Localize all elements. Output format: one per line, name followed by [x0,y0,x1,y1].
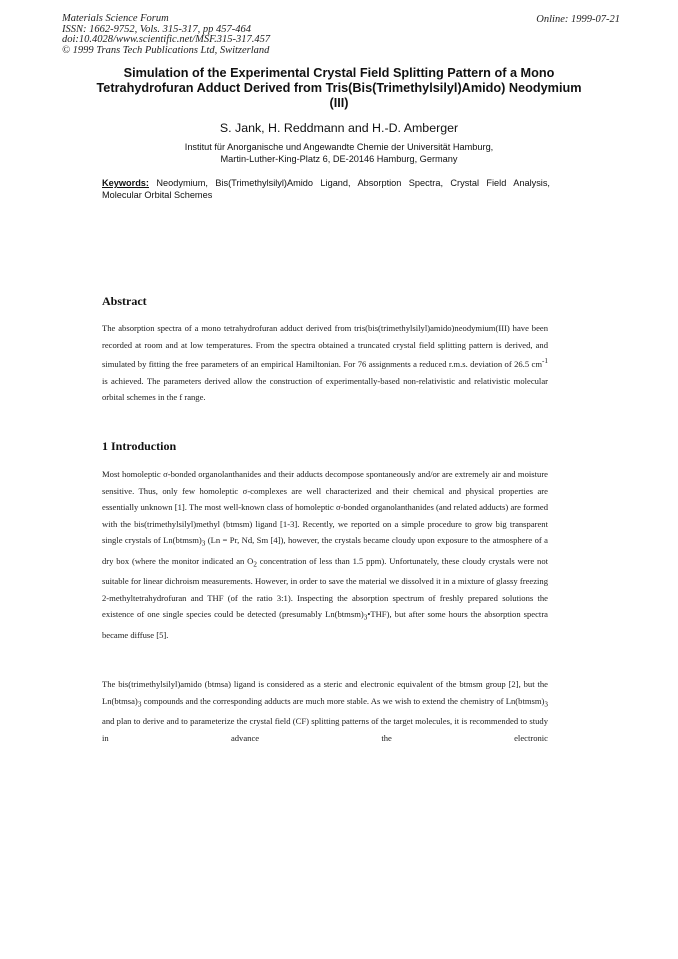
issn-line: ISSN: 1662-9752, Vols. 315-317, pp 457-464 [62,23,251,35]
affiliation-line-1: Institut für Anorganische und Angewandte Chemie der Universität Hamburg, [184,142,494,152]
intro-p2-part-1: The bis(trimethylsilyl)amido (btmsa) ligand is considered as a steric and electronic equivalent of the btmsm group [2], but the Ln(btmsa) [102,679,548,706]
intro-p2-part-3: and plan to derive and to parameterize the crystal field (CF) splitting patterns of the target molecules, it is recommended to study in advance the electronic [102,715,548,743]
keywords [102,177,550,201]
journal-name: Materials Science Forum [62,13,169,24]
journal-header [62,14,270,56]
abstract-text-part-2: is achieved. The parameters derived allow the construction of experimentally-based non-relativistic and relativistic molecular orbital schemes in the f range. [102,375,548,403]
intro-p1-subscript-1: 3 [201,540,206,549]
abstract-text-part-1: The absorption spectra of a mono tetrahydrofuran adduct derived from tris(bis(trimethylsilyl)amido)neodymium(III) have been recorded at room and at low temperatures. From the spectra obtained a truncated crystal field splitting pattern is derived, and simulated by fitting the free parameters of an empirical Hamiltonian. For 76 assignments a reduced r.m.s. deviation of 26.5 cm [102,323,548,370]
intro-p1-part-4: •THF), but after some hours the absorption spectra became diffuse [5]. [102,609,548,640]
affiliation [90,142,588,165]
introduction-paragraph-1 [102,466,548,643]
intro-p1-part-3: concentration of less than 1.5 ppm). Unfortunately, these cloudy crystals were not suitable for linear dichroism measurements. However, in order to save the material we dissolved it in a mixture of glassy freezing 2-methyltetrahydrofuran and THF (of the ratio 3:1). Inspecting the absorption spectrum of freshly prepared solutions the existence of one single species could be detected (presumably Ln(btmsm) [102,555,548,620]
abstract-heading: Abstract [102,294,147,308]
online-date: Online: 1999-07-21 [536,14,620,25]
affiliation-line-2: Martin-Luther-King-Platz 6, DE-20146 Hamburg, Germany [220,153,458,164]
intro-p1-part-1: Most homoleptic σ-bonded organolanthanides and their adducts decompose spontaneously and/or are extremely air and moisture sensitive. Thus, only few homoleptic σ-complexes are well characterized and their chemical and physical properties are essentially unknown [1]. The most well-known class of homoleptic σ-bonded organolanthanides (and related adducts) are formed with the bis(trimethylsilyl)methyl (btmsm) ligand [1-3]. Recently, we reported on a simple procedure to grow big transparent single crystals of Ln(btmsm) [102,469,548,546]
introduction-heading: 1 Introduction [102,439,177,453]
intro-p1-subscript-2: 2 [253,560,257,569]
abstract-text [102,320,548,406]
paper-title: Simulation of the Experimental Crystal Field Splitting Pattern of a Mono Tetrahydrofuran Adduct Derived from Tris(Bis(Trimethylsilyl)Amido) Neodymium (III) [96,66,582,110]
intro-p1-subscript-3: 3 [363,613,368,622]
intro-p2-subscript-2: 3 [544,700,548,709]
copyright-line: © 1999 Trans Tech Publications Ltd, Switzerland [62,44,270,56]
abstract-superscript: -1 [542,357,548,366]
intro-p1-part-2: (Ln = Pr, Nd, Sm [4]), however, the crystals became cloudy upon exposure to the atmosphere of a dry box (where the monitor indicated an O [102,535,548,566]
doi-line[interactable]: doi:10.4028/www.scientific.net/MSF.315-317.457 [62,34,271,46]
intro-p2-part-2: compounds and the corresponding adducts are much more stable. As we wish to extend the chemistry of Ln(btmsm) [141,695,545,706]
introduction-paragraph-2 [102,676,548,746]
keywords-label: Keywords: [102,178,149,188]
intro-p2-subscript-1: 3 [137,700,142,709]
paper-authors: S. Jank, H. Reddmann and H.-D. Amberger [219,121,459,135]
keywords-list: Neodymium, Bis(Trimethylsilyl)Amido Ligand, Absorption Spectra, Crystal Field Analysis, Molecular Orbital Schemes [102,178,550,200]
